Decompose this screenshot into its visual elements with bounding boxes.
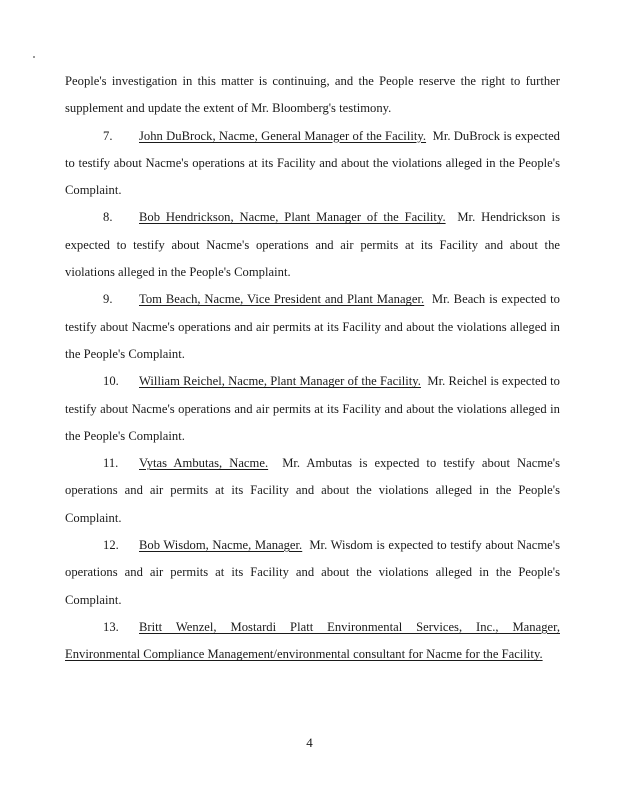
paragraph-number: 12.	[103, 538, 119, 553]
witness-name: Bob Wisdom, Nacme, Manager.	[139, 538, 303, 553]
witness-name: Britt Wenzel, Mostardi Platt Environmental Services, Inc., Manager, Environmental Compliance Management/environmental consultant for Nacme for the Facility.	[65, 619, 560, 662]
witness-name: William Reichel, Nacme, Plant Manager of the Facility.	[139, 374, 421, 389]
witness-name: Bob Hendrickson, Nacme, Plant Manager of the Facility.	[139, 210, 446, 225]
witness-name: Vytas Ambutas, Nacme.	[139, 456, 269, 471]
witness-paragraph-9	[65, 286, 560, 368]
paragraph-number: 7.	[103, 128, 113, 143]
witness-description: Mr. Wisdom is expected to testify about Nacme's operations and air permits at its Facility and about the violations alleged in the People's Complaint.	[65, 538, 561, 607]
paragraph-number: 11.	[103, 456, 119, 471]
paragraph-number: 13.	[103, 619, 119, 634]
witness-paragraph-7	[65, 123, 560, 205]
witness-description: Mr. DuBrock is expected to testify about Nacme's operations at its Facility and about the violations alleged in the People's Complaint.	[65, 128, 560, 198]
witness-description: Mr. Ambutas is expected to testify about Nacme's operations and air permits at its Facility and about the violations alleged in the People's Complaint.	[65, 456, 560, 525]
witness-paragraph-8	[65, 204, 560, 286]
page-number: 4	[306, 735, 313, 750]
witness-paragraph-11	[65, 450, 560, 532]
witness-paragraph-10	[65, 368, 560, 450]
witness-paragraph-13	[65, 614, 560, 669]
document-body	[65, 68, 560, 669]
paragraph-number: 8.	[103, 210, 113, 225]
paragraph-number: 10.	[103, 374, 119, 389]
witness-name: John DuBrock, Nacme, General Manager of the Facility.	[139, 128, 427, 143]
witness-description: Mr. Reichel is expected to testify about Nacme's operations and air permits at its Facility and about the violations alleged in the People's Complaint.	[65, 374, 560, 443]
continuation-paragraph: People's investigation in this matter is continuing, and the People reserve the right to further supplement and update the extent of Mr. Bloomberg's testimony.	[65, 74, 560, 116]
witness-paragraph-12	[65, 532, 560, 614]
witness-name: Tom Beach, Nacme, Vice President and Plant Manager.	[139, 292, 425, 307]
witness-description: Mr. Hendrickson is expected to testify about Nacme's operations and air permits at its Facility and about the violations alleged in the People's Complaint.	[65, 210, 560, 280]
scan-speck	[33, 56, 35, 58]
witness-description: Mr. Beach is expected to testify about Nacme's operations and air permits at its Facility and about the violations alleged in the People's Complaint.	[65, 292, 560, 361]
paragraph-number: 9.	[103, 292, 113, 307]
